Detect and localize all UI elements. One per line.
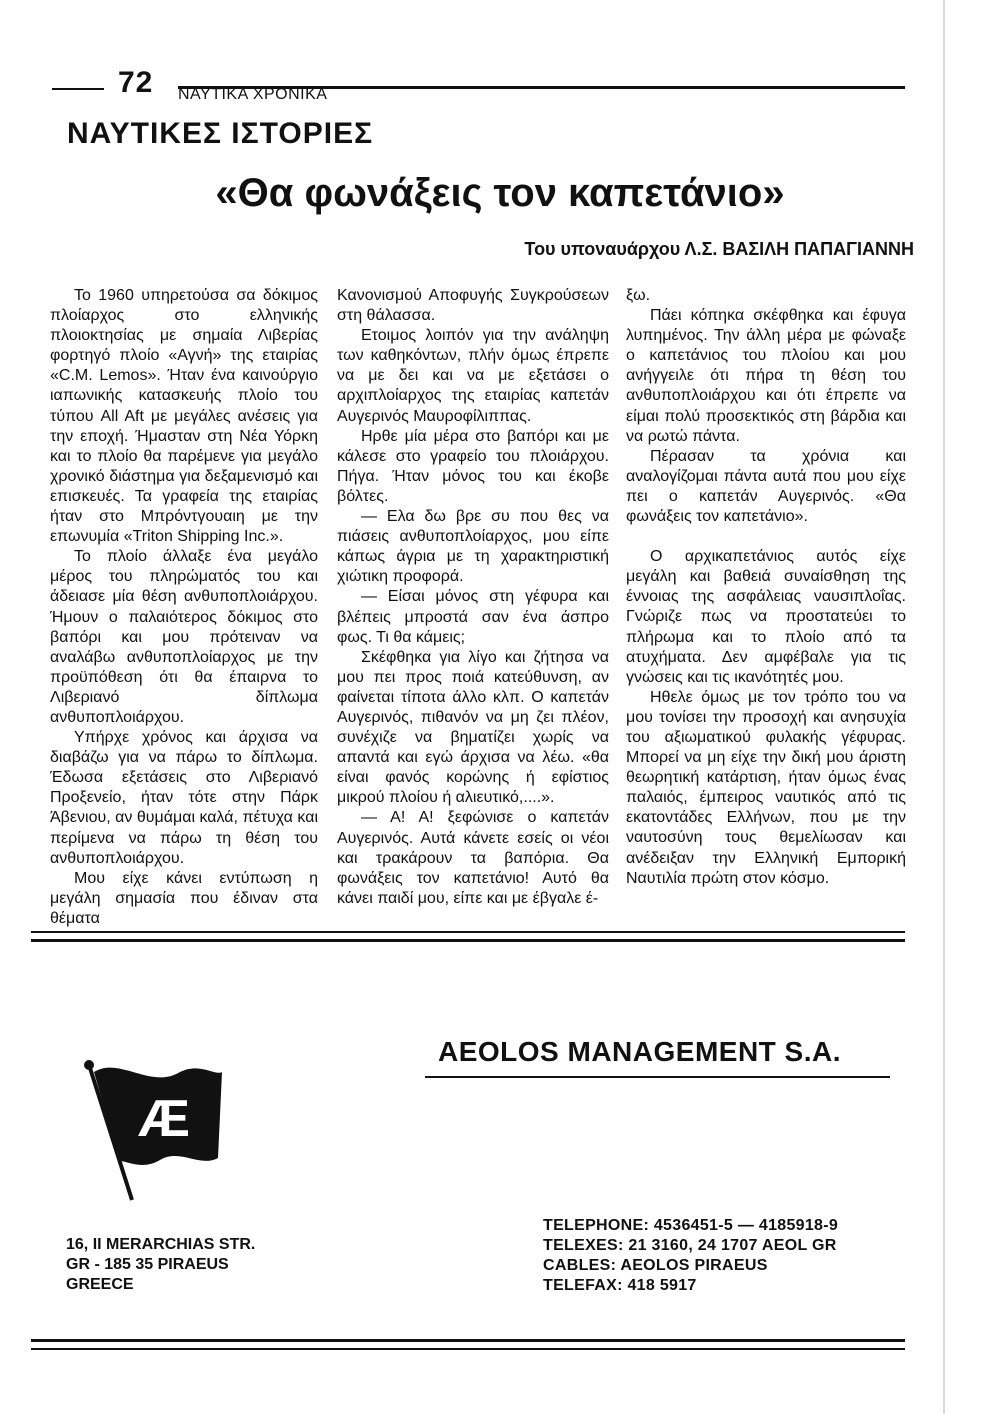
paragraph: Ηθελε όμως με τον τρόπο του να μου τονίσει την προσοχή και ανησυχία του αξιωματικού φυλακής γέφυρας. Μπορεί να μη είχε την δική μου άριστη θεωρητική κατάρτιση, ήταν όμως ένας παλαιός, έμπειρος ναυτικός από τις εκατοντάδες Ελλήνων, που με την ναυτοσύνη τους θεμελίωσαν και ανέδειξαν την Ελληνική Εμπορική Ναυτιλία πρώτη στον κόσμο. — [626, 688, 906, 887]
paragraph: Το πλοίο άλλαξε ένα μεγάλο μέρος του πληρώματός του και άδειασε μία θέση ανθυποπλοιάρχου. Ήμουν ο παλαιότερος δόκιμος στο βαπόρι και μου πρότειναν να αναλάβω ανθυποπλοίαρχος με την προϋπόθεση ότι θα έπαιρνα το Λιβεριανό δίπλωμα ανθυποπλοιάρχου. — [50, 548, 318, 726]
article-column-2 — [337, 286, 609, 909]
paragraph: Ηρθε μία μέρα στο βαπόρι και με κάλεσε στο γραφείο του πλοιάρχου. Πήγα. Ήταν μόνος του και έκοβε βόλτες. — [337, 427, 609, 505]
paragraph: Το 1960 υπηρετούσα σα δόκιμος πλοίαρχος στο ελληνικής πλοιοκτησίας με σημαία Λιβερίας φορτηγό πλοίο «Αγνή» της εταιρίας «C.M. Lemos». Ήταν ένα καινούργιο ιαπωνικής κατασκευής πλοίο του τύπου All Aft με μεγάλες ανέσεις για την εποχή. Ήμασταν στη Νέα Υόρκη και το πλοίο θα παρέμενε για μεγάλο χρονικό διάστημα για δεξαμενισμό και επισκευές. Τα γραφεία της εταιρίας ήταν στο Μπρόντγουαιη με την επωνυμία «Triton Shipping Inc.». — [50, 287, 318, 546]
company-address — [66, 1235, 255, 1295]
logo-letters: Æ — [138, 1090, 190, 1148]
article-title: «Θα φωνάξεις τον καπετάνιο» — [215, 171, 785, 215]
contact-cables: CABLES: AEOLOS PIRAEUS — [543, 1257, 768, 1274]
contact-telefax: TELEFAX: 418 5917 — [543, 1277, 697, 1294]
header-rule-left — [52, 88, 104, 90]
paragraph: — Είσαι μόνος στη γέφυρα και βλέπεις μπροστά σαν ένα άσπρο φως. Τι θα κάμεις; — [337, 588, 609, 646]
article-column-3 — [626, 286, 906, 889]
paragraph: — Α! Α! ξεφώνισε ο καπετάν Αυγερινός. Αυτά κάνετε εσείς οι νέοι και τρακάρουν τα βαπόρια. Θα φωνάξεις τον καπετάνιο! Αυτό θα κάνει παιδί μου, είπε και με έβγαλε έ- — [337, 809, 609, 907]
paragraph: Ο αρχικαπετάνιος αυτός είχε μεγάλη και βαθειά συναίσθηση της έννοιας της ασφάλειας ναυσιπλοΐας. Γνώριζε πως να προστατεύει το πλήρωμα και το πλοίο από τα ατυχήματα. Δεν αμφέβαλε για τις γνώσεις και τις ικανότητές μου. — [626, 548, 906, 686]
paragraph: Σκέφθηκα για λίγο και ζήτησα να μου πει προς ποιά κατεύθυνση, αν φαίνεται τίποτα άλλο κλπ. Ο καπετάν Αυγερινός, πιθανόν να μη ζει πλέον, συνέχιζε να βηματίζει χωρίς να απαντά και εγώ άρχισα να λέω. «θα είναι φανός κορώνης ή εφίστιος μικρού πλοίου ή αλιευτικό,....». — [337, 648, 609, 807]
article-column-1 — [50, 286, 318, 929]
paragraph: Ετοιμος λοιπόν για την ανάληψη των καθηκόντων, πλήν όμως έπρεπε να με δει και να με εξετάσει ο αρχιπλοίαρχος της εταιρίας καπετάν Αυγερινός Μαυροφίλιππας. — [337, 327, 609, 425]
paragraph: — Ελα δω βρε συ που θες να πιάσεις ανθυποπλοίαρχος, μου είπε κάπως άγρια με τη χαρακτηριστική χιώτικη προφορά. — [337, 508, 609, 586]
paragraph: Υπήρχε χρόνος και άρχισα να διαβάζω για να πάρω το δίπλωμα. Έδωσα εξετάσεις στο Λιβεριανό Προξενείο, ήταν τότε στην Πάρκ Άβενιου, αν θυμάμαι καλά, πέτυχα και περίμενα να πάρω τη θέση του ανθυποπλοιάρχου. — [50, 729, 318, 867]
paragraph: Πάει κόπηκα σκέφθηκα και έφυγα λυπημένος. Την άλλη μέρα με φώναξε ο καπετάνιος του πλοίου και μου ανήγγειλε ότι πήρα τη θέση του ανθυποπλοιάρχου και ότι έπρεπε να είμαι πολύ προσεκτικός στη βάρδια και να ρωτώ πάντα. — [626, 307, 906, 445]
flag-logo — [80, 1050, 230, 1215]
page-number: 72 — [118, 66, 154, 99]
paragraph: ξω. — [626, 287, 651, 304]
magazine-name: ΝΑΥΤΙΚΑ ΧΡΟΝΙΚΑ — [178, 86, 328, 103]
company-contacts — [543, 1216, 838, 1296]
paragraph: Κανονισμού Αποφυγής Συγκρούσεων στη θάλασσα. — [337, 287, 609, 325]
divider-top-2 — [31, 939, 905, 942]
article-byline: Του υποναυάρχου Λ.Σ. ΒΑΣΙΛΗ ΠΑΠΑΓΙΑΝΝΗ — [524, 239, 914, 259]
address-line: 16, II MERARCHIAS STR. — [66, 1236, 256, 1253]
address-line: GR - 185 35 PIRAEUS — [66, 1256, 229, 1273]
address-line: GREECE — [66, 1276, 134, 1293]
paragraph: Πέρασαν τα χρόνια και αναλογίζομαι πάντα αυτά που μου είχε πει ο καπετάν Αυγερινός. «Θα φωνάξεις τον καπετάνιο». — [626, 447, 906, 526]
company-name: AEOLOS MANAGEMENT S.A. — [438, 1036, 842, 1067]
company-underline — [425, 1076, 890, 1078]
divider-top-1 — [31, 931, 905, 933]
paragraph: Μου είχε κάνει εντύπωση η μεγάλη σημασία που έδιναν στα θέματα — [50, 869, 318, 927]
contact-telephone: TELEPHONE: 4536451-5 — 4185918-9 — [543, 1217, 839, 1234]
divider-bottom-1 — [31, 1339, 905, 1342]
section-title: ΝΑΥΤΙΚΕΣ ΙΣΤΟΡΙΕΣ — [67, 117, 374, 150]
divider-bottom-2 — [31, 1348, 905, 1350]
contact-telexes: TELEXES: 21 3160, 24 1707 AEOL GR — [543, 1237, 837, 1254]
